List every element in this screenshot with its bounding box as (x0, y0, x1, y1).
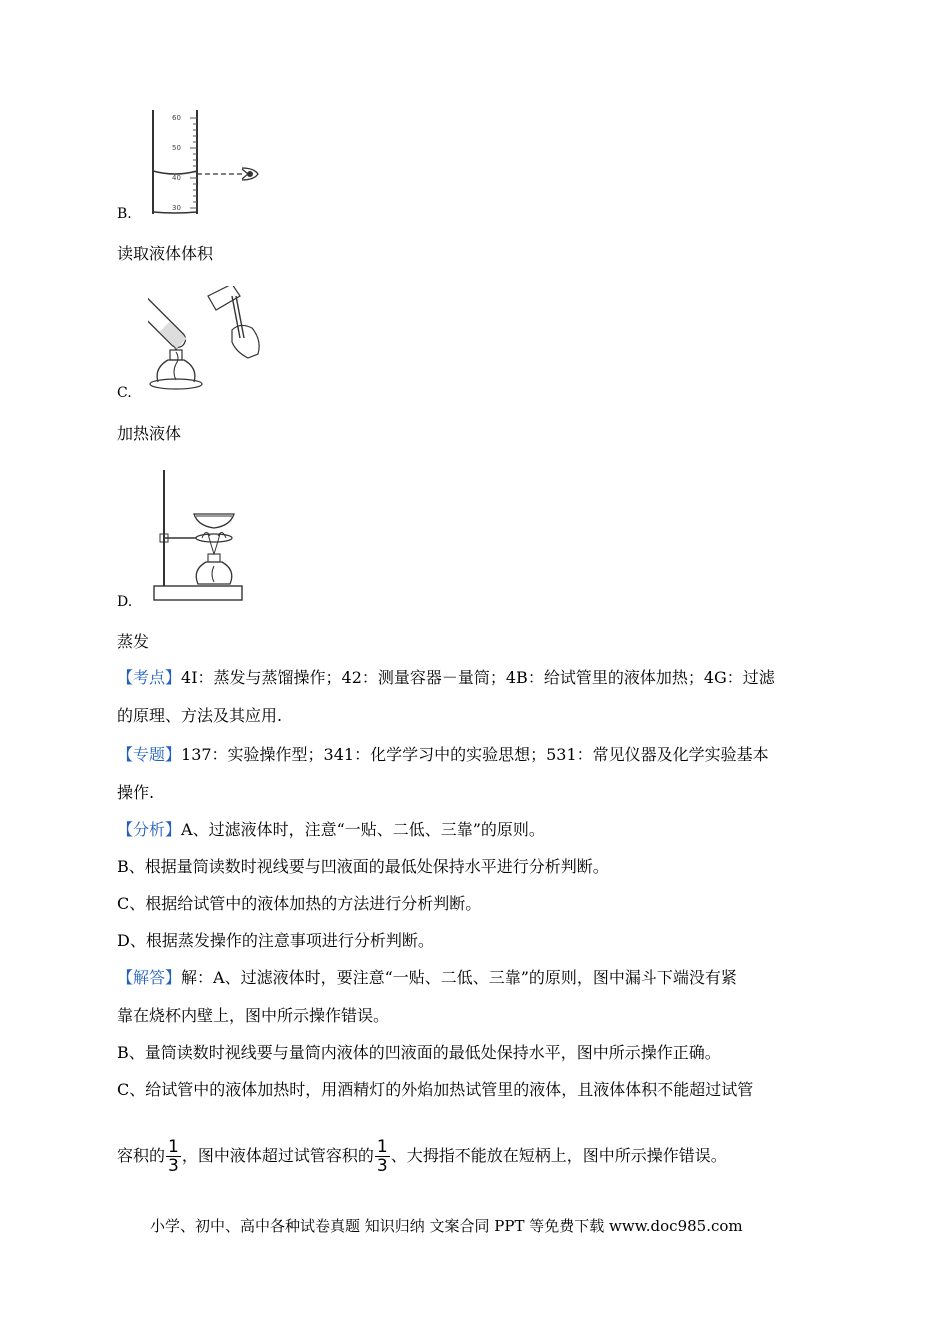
scale-mark-50: 50 (172, 144, 181, 152)
cylinder-reading-figure (150, 108, 270, 218)
fenxi-line-3: C、根据给试管中的液体加热的方法进行分析判断。 (117, 894, 482, 913)
jieda-text-1: 解：A、过滤液体时，要注意“一贴、二低、三靠”的原则，图中漏斗下端没有紧 (181, 968, 737, 987)
jieda-line-2: 靠在烧杯内壁上，图中所示操作错误。 (117, 1006, 390, 1025)
zhuanti-text-1: 137：实验操作型；341：化学学习中的实验思想；531：常见仪器及化学实验基本 (181, 745, 769, 764)
jieda-line-1 (117, 968, 737, 988)
zhuanti-line-1 (117, 745, 769, 765)
option-d-label: D. (117, 594, 133, 610)
fraction-one-third-2: $\frac{1}{3}$ (376, 1136, 388, 1176)
option-b-caption: 读取液体体积 (117, 244, 214, 263)
option-d-caption: 蒸发 (117, 632, 150, 651)
fenxi-line-4: D、根据蒸发操作的注意事项进行分析判断。 (117, 931, 434, 950)
jieda-line-4: C、给试管中的液体加热时，用酒精灯的外焰加热试管里的液体，且液体体积不能超过试管 (117, 1080, 754, 1099)
option-b-label: B. (117, 206, 132, 222)
heating-liquid-figure (148, 286, 268, 398)
scale-mark-30: 30 (172, 204, 181, 212)
scale-mark-60: 60 (172, 114, 181, 122)
evaporation-figure (150, 466, 250, 606)
kaodian-tag: 【考点】 (117, 668, 182, 687)
fenxi-tag: 【分析】 (117, 820, 182, 839)
jieda-tag: 【解答】 (117, 968, 182, 987)
option-c-caption: 加热液体 (117, 424, 182, 443)
kaodian-text-1: 4I：蒸发与蒸馏操作；42：测量容器－量筒；4B：给试管里的液体加热；4G：过滤 (181, 668, 775, 687)
fenxi-line-2: B、根据量筒读数时视线要与凹液面的最低处保持水平进行分析判断。 (117, 857, 609, 876)
kaodian-line-1 (117, 668, 775, 688)
footer-text: 小学、初中、高中各种试卷真题 知识归纳 文案合同 PPT 等免费下载 www.doc985.com (150, 1217, 743, 1235)
kaodian-line-2: 的原理、方法及其应用. (117, 706, 283, 725)
jieda-text-5a: 容积的 (117, 1146, 166, 1165)
zhuanti-tag: 【专题】 (117, 745, 182, 764)
jieda-line-5 (117, 1134, 727, 1178)
fenxi-text-1: A、过滤液体时，注意“一贴、二低、三靠”的原则。 (181, 820, 545, 839)
fraction-one-third: $\frac{1}{3}$ (168, 1136, 179, 1176)
jieda-text-5c: 、大拇指不能放在短柄上，图中所示操作错误。 (390, 1146, 727, 1165)
jieda-line-3: B、量筒读数时视线要与量筒内液体的凹液面的最低处保持水平，图中所示操作正确。 (117, 1043, 721, 1062)
fenxi-line-1 (117, 820, 545, 840)
zhuanti-line-2: 操作. (117, 783, 155, 802)
option-c-label: C. (117, 385, 132, 401)
scale-mark-40: 40 (172, 174, 181, 182)
jieda-text-5b: ，图中液体超过试管容积的 (181, 1146, 374, 1165)
